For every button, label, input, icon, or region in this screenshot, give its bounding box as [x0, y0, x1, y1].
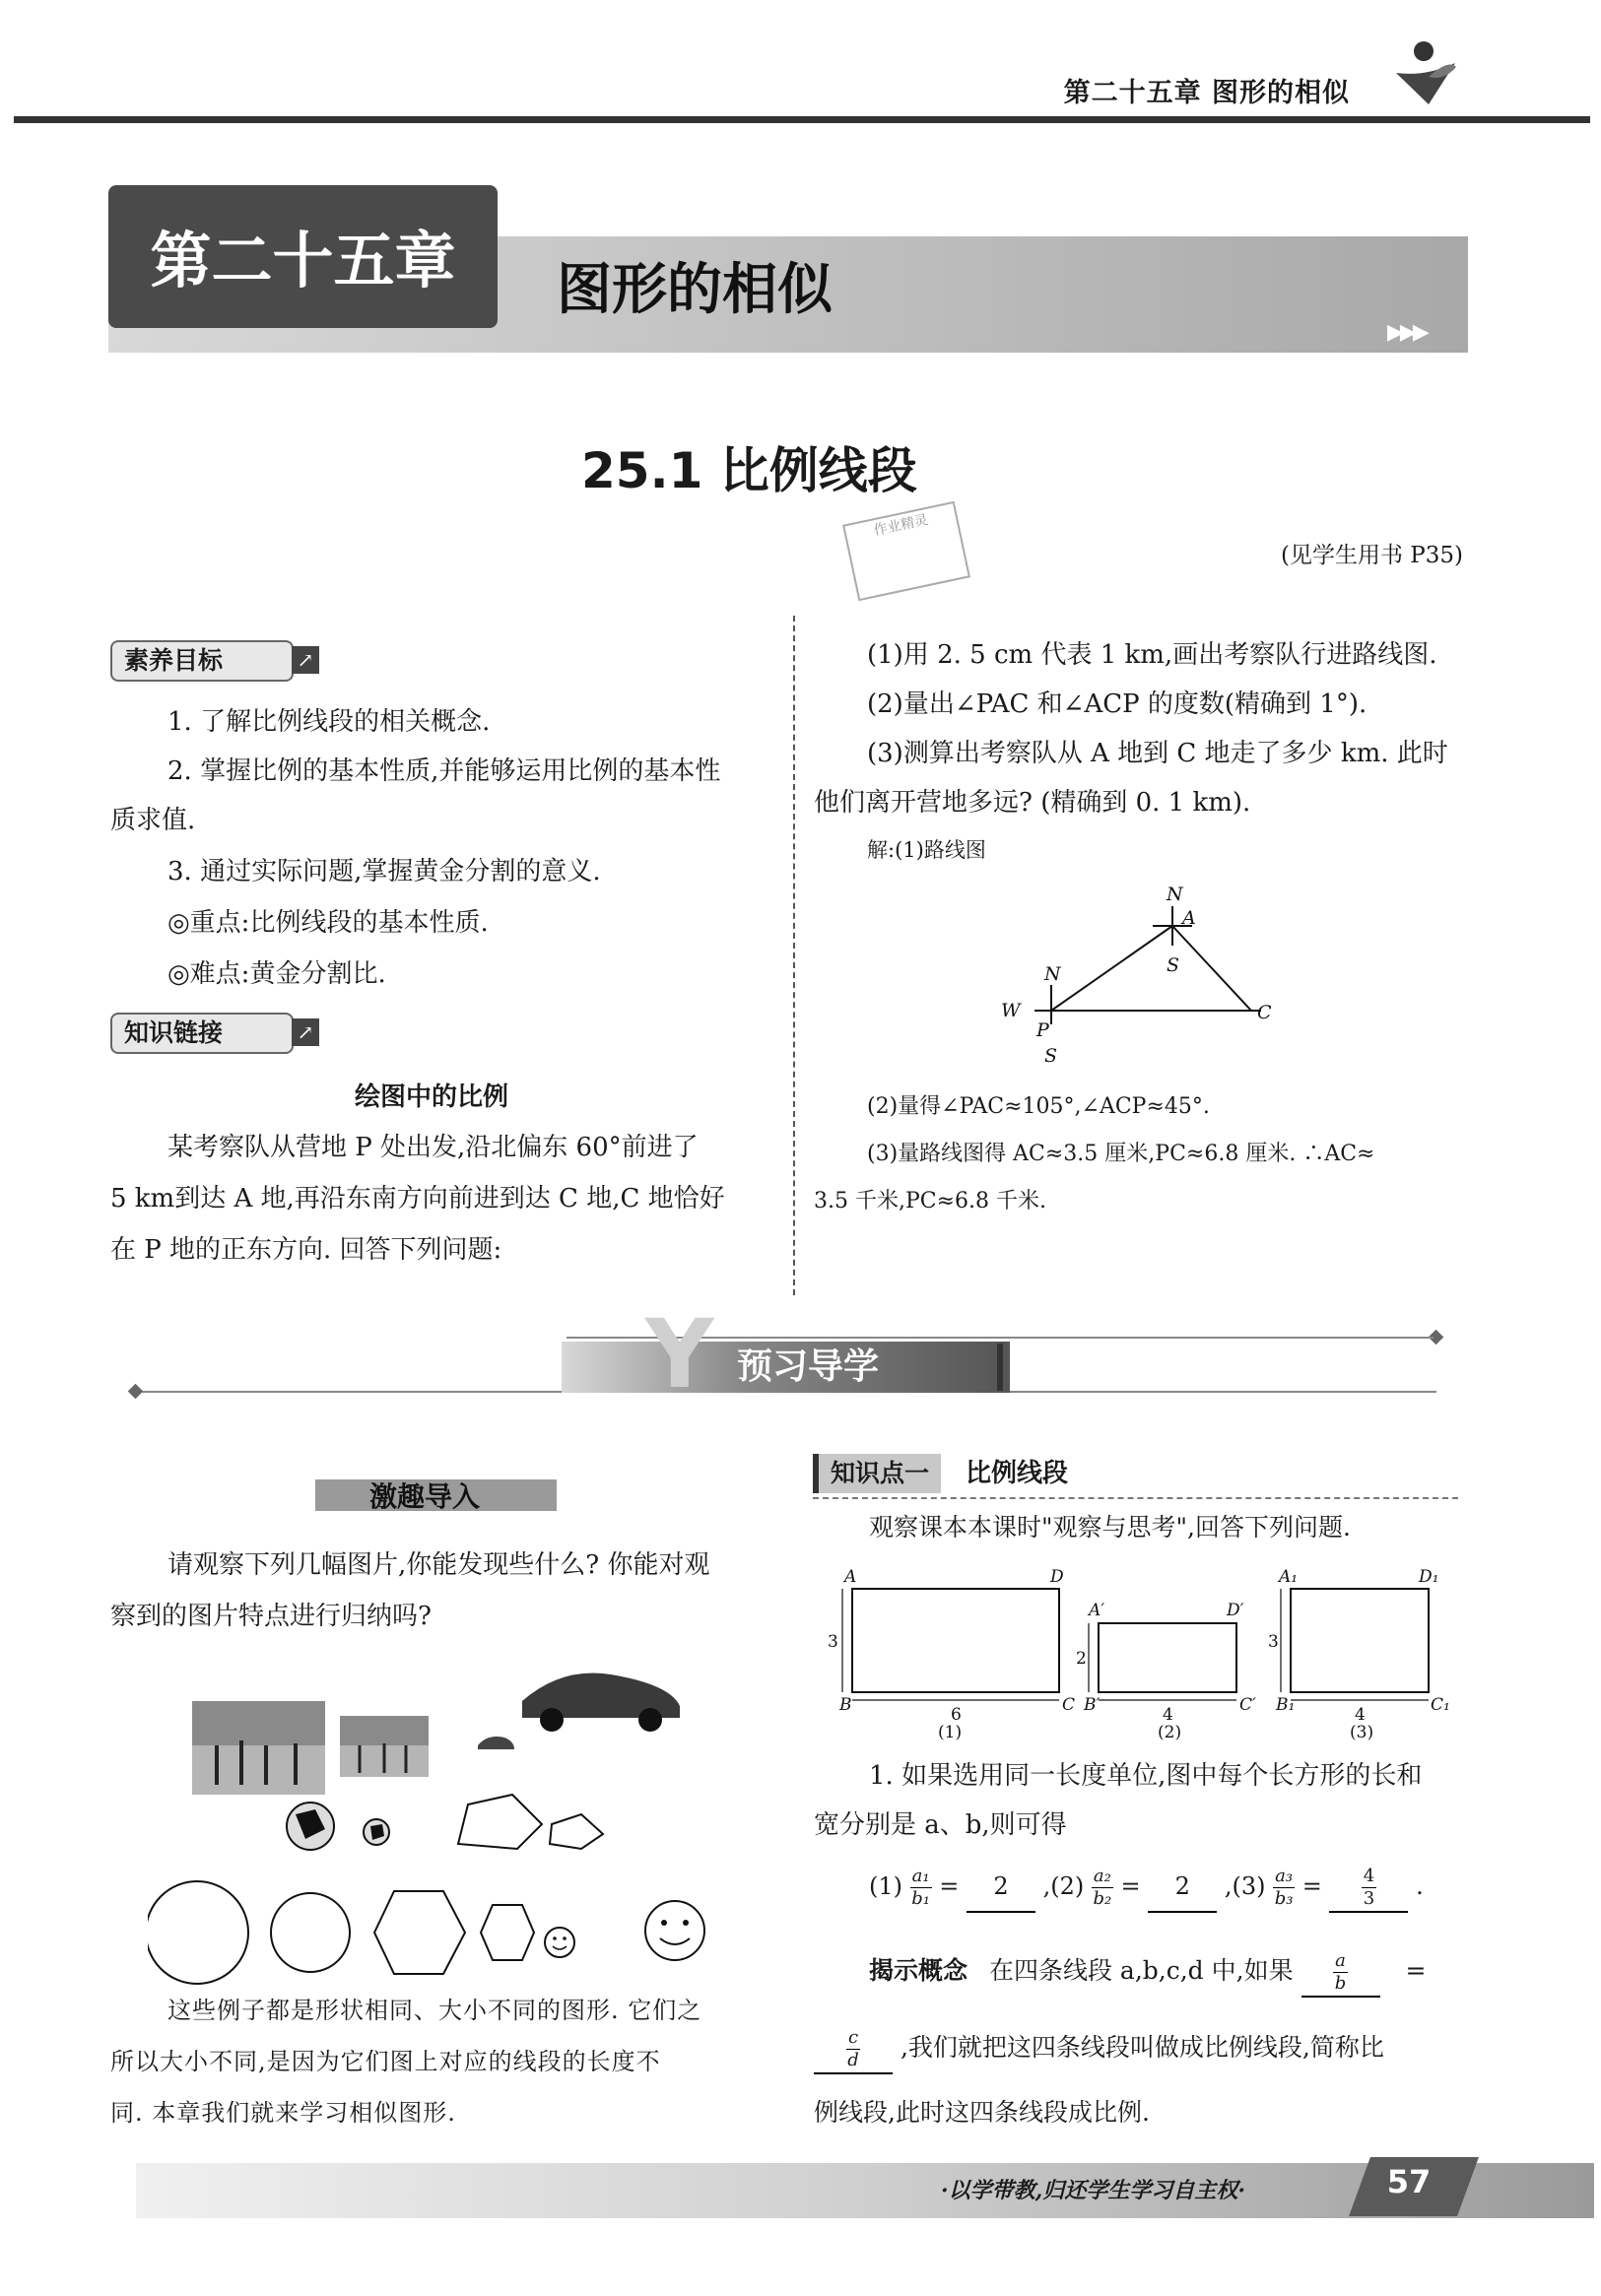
eq-sign: = [1301, 1872, 1322, 1900]
knowledge-point-tag: 知识点一 [813, 1454, 941, 1493]
label-n: N [1167, 884, 1183, 905]
banner-arrows-icon: ▶▶▶ [1387, 320, 1426, 345]
preview-label: 预习导学 [737, 1346, 880, 1387]
link-tag: 知识链接 [110, 1013, 294, 1054]
label-s: S [1167, 954, 1180, 976]
rect2-tr: D′ [1227, 1601, 1244, 1620]
solution-intro: 解:(1)路线图 [867, 838, 986, 862]
label-n: N [1044, 963, 1061, 985]
ratio-equations [869, 1862, 1424, 1913]
label-c: C [1257, 1002, 1272, 1023]
knowledge-point-title: 比例线段 [966, 1459, 1069, 1488]
preview-bar-end [997, 1344, 1003, 1391]
label-w: W [1001, 1000, 1021, 1021]
eq-part: ,(3) [1224, 1872, 1266, 1900]
rect3-tr: D₁ [1419, 1567, 1439, 1587]
eq-num: a₂ [1093, 1866, 1111, 1886]
section-title: 25.1 比例线段 [581, 442, 917, 499]
eq-part: ,(2) [1042, 1872, 1085, 1900]
eq-end: . [1416, 1872, 1424, 1900]
rect2-width: 4 [1163, 1705, 1173, 1725]
column-divider [793, 616, 795, 1295]
question-text: (3)测算出考察队从 A 地到 C 地走了多少 km. 此时 [867, 739, 1448, 768]
goal-item: 1. 了解比例线段的相关概念. [167, 707, 491, 737]
rect1-height: 3 [828, 1632, 838, 1652]
eq-sign: = [1120, 1872, 1141, 1900]
rect3-tl: A₁ [1279, 1567, 1299, 1587]
question-text: (1)用 2. 5 cm 代表 1 km,画出考察队行进路线图. [867, 640, 1437, 670]
goal-item: 3. 通过实际问题,掌握黄金分割的意义. [167, 857, 601, 886]
eq-sign: = [939, 1872, 960, 1900]
rect3-width: 4 [1355, 1705, 1366, 1725]
frac-den: d [847, 2050, 859, 2070]
intro-text: 察到的图片特点进行归纳吗? [110, 1602, 432, 1631]
rect1-br: C [1062, 1695, 1076, 1715]
rect1-width: 6 [951, 1705, 962, 1725]
concept-eq: = [1405, 1956, 1427, 1985]
rect1-caption: (1) [938, 1723, 963, 1741]
summary-text: 这些例子都是形状相同、大小不同的图形. 它们之 [167, 1997, 702, 2024]
concept-line [814, 2023, 1384, 2074]
label-p: P [1036, 1019, 1049, 1041]
goal-difficulty: ◎难点:黄金分割比. [167, 959, 386, 989]
book-reference: (见学生用书 P35) [1281, 543, 1463, 568]
route-diagram [995, 877, 1301, 1083]
eq-den: b₂ [1093, 1888, 1112, 1909]
link-text: 某考察队从营地 P 处出发,沿北偏东 60°前进了 [167, 1133, 699, 1162]
rect2-br: C′ [1239, 1695, 1256, 1715]
stamp-logo: 作业精灵 [842, 501, 970, 601]
similar-shapes-illustration [148, 1647, 778, 2001]
goals-tag: 素养目标 [110, 640, 294, 682]
eq-den: b₃ [1274, 1888, 1294, 1909]
instruction-text: 观察课本本课时"观察与思考",回答下列问题. [869, 1513, 1351, 1542]
rect2-tl: A′ [1089, 1601, 1105, 1620]
rect1-bl: B [839, 1695, 852, 1715]
preview-letter: Y [645, 1299, 714, 1410]
question-1-cont: 宽分别是 a、b,则可得 [814, 1810, 1067, 1840]
chapter-number: 第二十五章 [150, 225, 456, 296]
rectangles-figure [828, 1564, 1458, 1741]
rect1-tr: D [1050, 1567, 1064, 1587]
header-rule [14, 116, 1590, 123]
concept-frac1 [1301, 1946, 1380, 1998]
header-logo-icon [1391, 37, 1460, 106]
page-number: 57 [1386, 2163, 1432, 2200]
frac-num: c [847, 2027, 859, 2048]
footer-slogan: ·以学带教,归还学生学习自主权· [941, 2178, 1245, 2203]
arrow-icon: ↗ [292, 1018, 319, 1046]
intro-heading: 激趣导入 [369, 1480, 481, 1513]
eq-den: b₁ [911, 1888, 930, 1909]
link-text: 在 P 地的正东方向. 回答下列问题: [110, 1235, 502, 1265]
ans3-num: 4 [1363, 1866, 1375, 1886]
goal-key-point: ◎重点:比例线段的基本性质. [167, 908, 489, 938]
answer-blank: 2 [967, 1862, 1035, 1913]
rect3-br: C₁ [1431, 1695, 1450, 1715]
answer-blank [1329, 1862, 1408, 1913]
eq-part: (1) [869, 1872, 902, 1900]
question-1: 1. 如果选用同一长度单位,图中每个长方形的长和 [869, 1761, 1423, 1791]
summary-text: 所以大小不同,是因为它们图上对应的线段的长度不 [110, 2048, 661, 2075]
running-header: 第二十五章 图形的相似 [1063, 78, 1350, 108]
eq-num: a₃ [1275, 1866, 1294, 1886]
link-subtitle: 绘图中的比例 [355, 1082, 509, 1112]
rect2-height: 2 [1076, 1649, 1087, 1669]
concept-text: 例线段,此时这四条线段成比例. [814, 2098, 1150, 2127]
rect3-height: 3 [1268, 1632, 1279, 1652]
concept-text: ,我们就把这四条线段叫做成比例线段,简称比 [900, 2033, 1384, 2062]
question-text: (2)量出∠PAC 和∠ACP 的度数(精确到 1°). [867, 689, 1368, 719]
preview-divider-dot [128, 1384, 144, 1400]
rect2-caption: (2) [1158, 1723, 1182, 1741]
answer-blank: 2 [1148, 1862, 1217, 1913]
answer-text: (2)量得∠PAC≈105°,∠ACP≈45°. [867, 1094, 1210, 1119]
rect3-bl: B₁ [1276, 1695, 1296, 1715]
concept-frac2 [814, 2023, 893, 2074]
rect2-bl: B′ [1084, 1695, 1101, 1715]
label-s: S [1044, 1045, 1058, 1067]
summary-text: 同. 本章我们就来学习相似图形. [110, 2099, 456, 2127]
question-text: 他们离开营地多远? (精确到 0. 1 km). [814, 788, 1251, 818]
arrow-icon: ↗ [292, 646, 319, 674]
frac-den: b [1334, 1973, 1347, 1994]
concept-line [869, 1946, 1426, 1998]
concept-text: 在四条线段 a,b,c,d 中,如果 [988, 1956, 1294, 1985]
link-text: 5 km到达 A 地,再沿东南方向前进到达 C 地,C 地恰好 [110, 1184, 725, 1214]
chapter-title: 图形的相似 [557, 258, 833, 322]
knowledge-divider [813, 1497, 1458, 1499]
answer-text: (3)量路线图得 AC≈3.5 厘米,PC≈6.8 厘米. ∴AC≈ [867, 1142, 1375, 1166]
rect1-tl: A [844, 1567, 857, 1587]
frac-num: a [1335, 1950, 1346, 1971]
answer-text: 3.5 千米,PC≈6.8 千米. [814, 1189, 1047, 1214]
eq-num: a₁ [911, 1866, 930, 1886]
rect3-caption: (3) [1350, 1723, 1374, 1741]
concept-label: 揭示概念 [869, 1956, 968, 1985]
intro-text: 请观察下列几幅图片,你能发现些什么? 你能对观 [167, 1550, 710, 1580]
label-a: A [1182, 907, 1196, 929]
ans3-den: 3 [1363, 1888, 1375, 1909]
goal-item: 质求值. [110, 806, 196, 835]
goal-item: 2. 掌握比例的基本性质,并能够运用比例的基本性 [167, 756, 721, 786]
